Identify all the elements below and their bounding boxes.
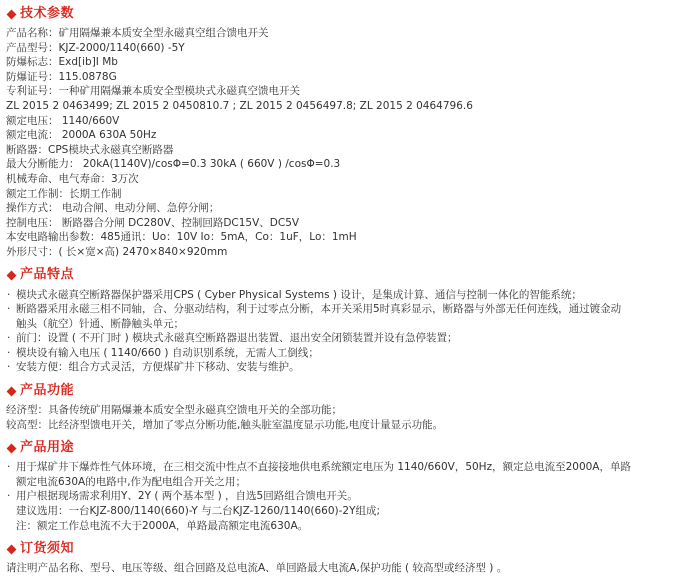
feature-item	[6, 360, 694, 375]
spec-line: 额定电压： 1140/660V	[6, 114, 120, 127]
features-section	[6, 266, 694, 376]
spec-line: ZL 2015 2 0463499; ZL 2015 2 0450810.7 ; ZL 2015 2 0456497.8; ZL 2015 2 0464796.6	[6, 99, 473, 112]
order-heading	[6, 539, 694, 559]
usage-heading	[6, 438, 694, 458]
usage-note: 注：额定工作总电流不大于2000A，单路最高额定电流630A。	[16, 519, 309, 532]
spec-line: 防爆证号：115.0878G	[6, 70, 117, 83]
features-heading	[6, 266, 694, 286]
section-title: 订货须知	[20, 540, 75, 556]
section-title: 产品用途	[20, 439, 75, 455]
diamond-bullet-icon	[7, 271, 17, 281]
usage-text: 用于煤矿井下爆炸性气体环境，在三相交流中性点不直接接地供电系统额定电压为 1140/660V，50Hz，额定总电流至2000A，单路	[16, 461, 631, 474]
spec-line: 额定电流： 2000A 630A 50Hz	[6, 129, 157, 142]
feature-item	[6, 331, 694, 346]
spec-line: 机械寿命、电气寿命：3万次	[6, 172, 139, 185]
function-line: 较高型：比经济型馈电开关，增加了零点分断功能,触头脏室温度显示功能,电度计量显示功能。	[6, 418, 444, 431]
spec-line: 防爆标志：Exd[ib]I Mb	[6, 56, 118, 69]
diamond-bullet-icon	[7, 443, 17, 453]
usage-recommendation: 建议选用：一台KJZ-800/1140(660)-Y 与二台KJZ-1260/1140(660)-2Y组成;	[16, 505, 381, 518]
bullet-dot-icon: ·	[7, 490, 11, 503]
feature-text: 断路器采用永磁三相不同轴，合、分驱动结构，利于过零点分断，本开关采用5时真彩显示，断路器与外部无任何连线，通过镀金动	[16, 303, 622, 316]
feature-text: 前门：设置 ( 不开门时 ) 模块式永磁真空断路器退出装置、退出安全闭锁装置并设有急停装置；	[16, 332, 458, 345]
section-title: 产品功能	[20, 382, 75, 398]
bullet-dot-icon: ·	[7, 461, 11, 474]
spec-line: 专利证号：一种矿用隔爆兼本质安全型模块式永磁真空馈电开关	[6, 85, 300, 98]
feature-text: 安装方便：组合方式灵活，方便煤矿井下移动、安装与维护。	[16, 361, 300, 374]
usage-continuation: 额定电流630A的电路中,作为配电组合开关之用；	[16, 475, 247, 488]
bullet-dot-icon: ·	[7, 303, 11, 316]
bullet-dot-icon: ·	[7, 346, 11, 359]
feature-item	[6, 302, 694, 317]
feature-item	[6, 288, 694, 303]
tech-params-heading	[6, 4, 694, 24]
bullet-dot-icon: ·	[7, 288, 11, 301]
feature-continuation: 触头（航空）针通、断静触头单元；	[16, 317, 184, 330]
usage-item	[6, 489, 694, 504]
spec-line: 控制电压： 断路器合分闸 DC280V、控制回路DC15V、DC5V	[6, 216, 300, 229]
function-line: 经济型：具备传统矿用隔爆兼本质安全型永磁真空馈电开关的全部功能；	[6, 404, 342, 417]
usage-text: 用户根据现场需求利用Y、2Y ( 两个基本型 ) ，自选5回路组合馈电开关。	[16, 490, 358, 503]
section-title: 产品特点	[20, 267, 75, 283]
functions-heading	[6, 381, 694, 401]
spec-line: 产品型号：KJZ-2000/1140(660) -5Y	[6, 41, 185, 54]
feature-text: 模块设有输入电压 ( 1140/660 ) 自动识别系统，无需人工倒线；	[16, 346, 319, 359]
order-section	[6, 539, 694, 576]
bullet-dot-icon: ·	[7, 361, 11, 374]
diamond-bullet-icon	[7, 544, 17, 554]
spec-line: 本安电路输出参数：485通讯：Uo：10V Io：5mA，Co：1uF，Lo：1mH	[6, 231, 357, 244]
usage-section	[6, 438, 694, 533]
spec-line: 操作方式： 电动合闸、电动分闸、急停分闸；	[6, 202, 220, 215]
spec-line: 外形尺寸：( 长×宽×高) 2470×840×920mm	[6, 245, 228, 258]
functions-section	[6, 381, 694, 432]
diamond-bullet-icon	[7, 9, 17, 19]
spec-line: 产品名称：矿用隔爆兼本质安全型永磁真空组合馈电开关	[6, 27, 269, 39]
feature-text: 模块式永磁真空断路器保护器采用CPS ( Cyber Physical Systems ) 设计，是集成计算、通信与控制一体化的智能系统；	[16, 288, 582, 301]
tech-params-section	[6, 4, 694, 260]
feature-item	[6, 346, 694, 361]
section-title: 技术参数	[20, 5, 75, 21]
usage-item	[6, 460, 694, 475]
diamond-bullet-icon	[7, 386, 17, 396]
spec-line: 最大分断能力： 20kA(1140V)/cosΦ=0.3 30kA ( 660V ) /cosΦ=0.3	[6, 158, 341, 171]
bullet-dot-icon: ·	[7, 332, 11, 345]
spec-line: 额定工作制：长期工作制	[6, 187, 122, 200]
order-line: 请注明产品名称、型号、电压等级、组合回路及总电流A、单回路最大电流A,保护功能 ( 较高型或经济型 ) 。	[6, 562, 508, 575]
spec-line: 断路器：CPS模块式永磁真空断路器	[6, 143, 174, 156]
